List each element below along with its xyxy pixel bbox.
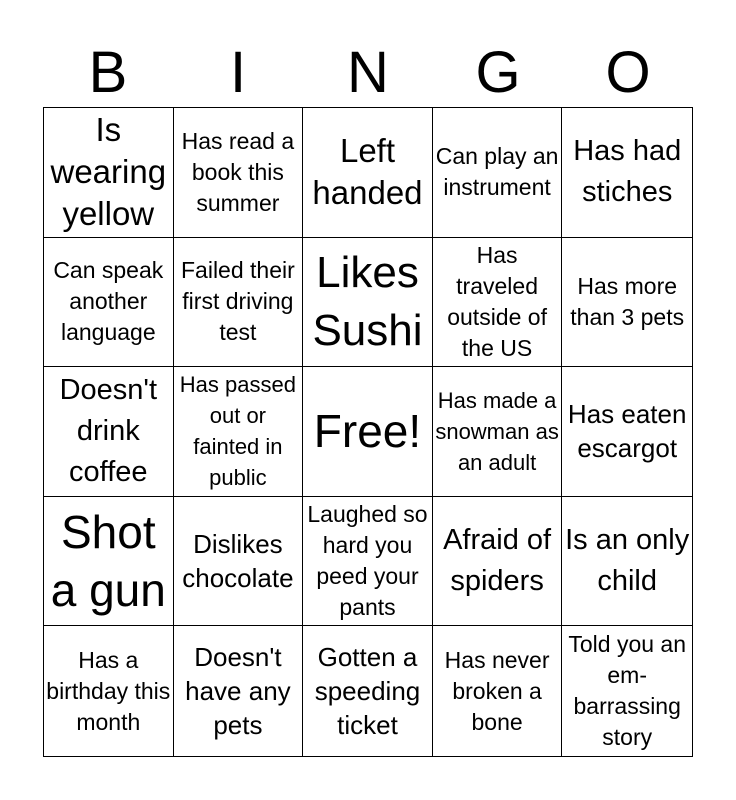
bingo-cell[interactable]: Likes Sushi (303, 238, 433, 368)
bingo-header (43, 40, 693, 106)
bingo-cell[interactable]: Laughed so hard you peed your pants (303, 497, 433, 627)
header-letter-n: N (347, 40, 389, 105)
free-space[interactable]: Free! (303, 367, 433, 497)
bingo-cell[interactable]: Has traveled outside of the US (433, 238, 563, 368)
bingo-cell[interactable]: Told you an em- barrassing story (568, 631, 687, 751)
header-letter-o: O (605, 40, 651, 105)
bingo-cell[interactable]: Has more than 3 pets (562, 238, 692, 368)
bingo-cell[interactable]: Doesn't drink coffee (44, 367, 174, 497)
bingo-cell[interactable]: Is wearing yellow (44, 108, 174, 238)
header-letter-i: I (229, 40, 247, 105)
bingo-cell[interactable]: Afraid of spiders (433, 497, 563, 627)
bingo-board (43, 107, 693, 757)
bingo-cell[interactable]: Has eaten escargot (562, 367, 692, 497)
bingo-cell[interactable]: Has a birthday this month (44, 626, 174, 756)
bingo-cell[interactable]: Has never broken a bone (433, 626, 563, 756)
bingo-cell[interactable]: Can speak another language (44, 238, 174, 368)
header-letter-b: B (88, 40, 128, 105)
header-letter-g: G (475, 40, 521, 105)
bingo-cell[interactable]: Dislikes chocolate (174, 497, 304, 627)
bingo-cell[interactable]: Is an only child (562, 497, 692, 627)
bingo-cell[interactable]: Shot a gun (44, 497, 174, 627)
bingo-cell[interactable]: Has read a book this summer (174, 108, 304, 238)
bingo-cell[interactable]: Has made a snowman as an adult (433, 367, 563, 497)
bingo-cell[interactable]: Can play an instrument (433, 108, 563, 238)
bingo-cell[interactable]: Has had stiches (562, 108, 692, 238)
bingo-cell[interactable]: Left handed (303, 108, 433, 238)
bingo-cell[interactable]: Failed their first driving test (174, 238, 304, 368)
bingo-cell[interactable]: Has passed out or fainted in public (174, 367, 304, 497)
bingo-cell[interactable]: Doesn't have any pets (174, 626, 304, 756)
bingo-cell[interactable]: Gotten a speeding ticket (303, 626, 433, 756)
